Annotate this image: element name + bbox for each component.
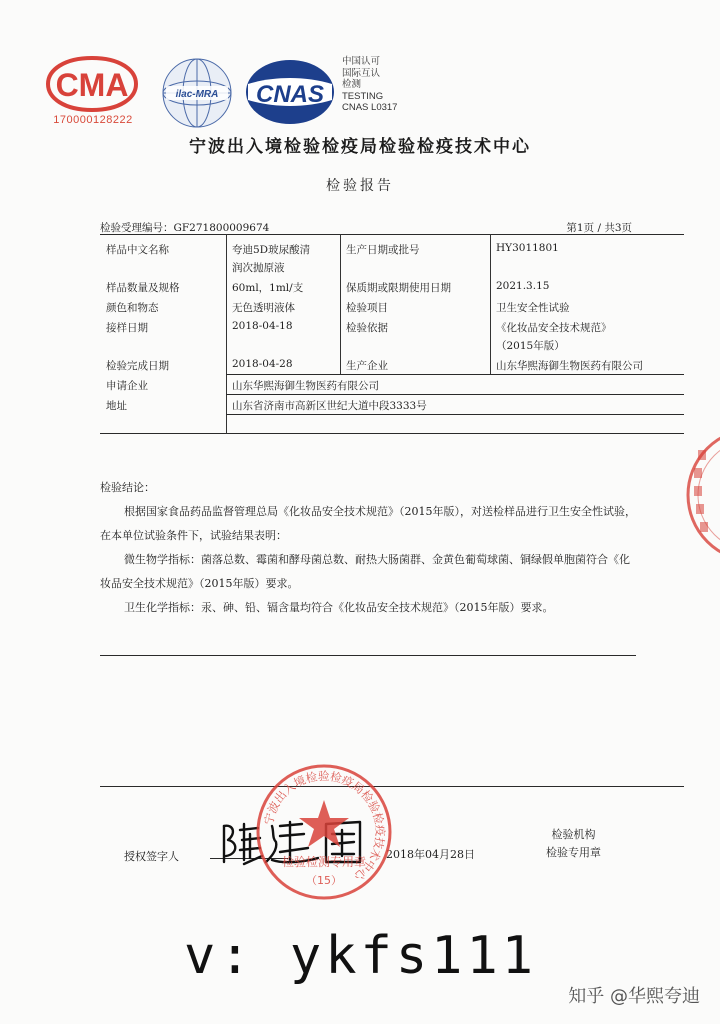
sample-name-value-2: 润次抛原液 — [232, 262, 285, 274]
cnas-line: 国际互认 — [342, 67, 381, 79]
signature-date: 2018年04月28日 — [386, 848, 475, 861]
shelf-life-label: 保质期或限期使用日期 — [346, 282, 451, 294]
production-date-value: HY3011801 — [496, 242, 559, 254]
receive-date-label: 接样日期 — [106, 322, 148, 334]
star-icon — [299, 800, 349, 847]
test-basis-value-2: （2015年版） — [496, 340, 565, 352]
institution-line: 检验机构 — [551, 828, 596, 841]
address-value: 山东省济南市高新区世纪大道中段3333号 — [232, 400, 427, 412]
cnas-line: CNAS L0317 — [342, 102, 398, 113]
edge-stamp — [684, 420, 720, 570]
cma-logo-text: CMA — [55, 67, 129, 103]
production-date-label: 生产日期或批号 — [346, 244, 420, 256]
official-stamp — [254, 762, 394, 902]
quantity-value: 60ml，1ml/支 — [232, 282, 304, 294]
conclusion-rule — [100, 655, 636, 656]
manufacturer-value: 山东华熙海御生物医药有限公司 — [496, 360, 643, 372]
cnas-accreditation-text — [342, 56, 397, 114]
cnas-logo-text: CNAS — [255, 81, 325, 108]
cnas-logo — [244, 58, 336, 126]
completion-date-label: 检验完成日期 — [106, 360, 169, 372]
sample-info-table — [100, 234, 684, 434]
zhihu-watermark: 知乎 @华熙夸迪 — [568, 986, 700, 1007]
report-title: 检验报告 — [326, 178, 394, 194]
acceptance-number: 检验受理编号：GF271800009674 — [100, 222, 270, 234]
table-rule — [226, 374, 684, 375]
applicant-label: 申请企业 — [106, 380, 148, 392]
test-item-value: 卫生安全性试验 — [496, 302, 570, 314]
completion-date-value: 2018-04-28 — [232, 358, 293, 370]
cma-logo — [44, 54, 140, 114]
test-basis-value-1: 《化妆品安全技术规范》 — [496, 322, 612, 334]
conclusion-heading: 检验结论： — [100, 481, 155, 494]
cnas-line: 检测 — [342, 79, 362, 90]
ilac-mra-logo — [160, 56, 234, 130]
receive-date-value: 2018-04-18 — [232, 320, 293, 332]
address-label: 地址 — [106, 400, 127, 412]
stamp-ring-path: 宁波出入境检验检疫局检验检疫技术中心 — [261, 768, 388, 884]
microbiology-paragraph: 微生物学指标：菌落总数、霉菌和酵母菌总数、耐热大肠菌群、金黄色葡萄球菌、铜绿假单胞菌符合《化妆品安全技术规范》（2015年版）要求。 — [100, 553, 630, 590]
test-item-label: 检验项目 — [346, 302, 388, 314]
table-rule — [226, 414, 684, 415]
table-rule — [100, 433, 684, 434]
signatory-label: 授权签字人 — [124, 850, 179, 863]
chemistry-paragraph: 卫生化学指标：汞、砷、铅、镉含量均符合《化妆品安全技术规范》（2015年版）要求。 — [124, 601, 554, 614]
sample-name-value-1: 夸迪5D玻尿酸清 — [232, 244, 311, 256]
color-state-value: 无色透明液体 — [232, 302, 295, 314]
cnas-line: TESTING — [342, 90, 384, 102]
cnas-line: 中国认可 — [342, 56, 381, 67]
stamp-number: （15） — [306, 874, 342, 887]
test-basis-label: 检验依据 — [346, 322, 388, 334]
page-indicator: 第1页 / 共3页 — [566, 222, 632, 234]
color-state-label: 颜色和物态 — [106, 302, 159, 314]
quantity-label: 样品数量及规格 — [106, 282, 180, 294]
conclusion-section — [100, 476, 640, 620]
applicant-value: 山东华熙海御生物医药有限公司 — [232, 380, 379, 392]
institution-label — [546, 826, 601, 862]
stamp-center-text: 检验检测专用章 — [281, 855, 367, 869]
shelf-life-value: 2021.3.15 — [496, 280, 550, 292]
table-rule — [100, 234, 684, 235]
ilac-logo-text: ilac-MRA — [175, 89, 219, 100]
table-rule — [226, 394, 684, 395]
organization-title: 宁波出入境检验检疫局检验检疫技术中心 — [189, 137, 531, 157]
table-divider — [226, 234, 227, 434]
contact-watermark: v: ykfs111 — [184, 926, 538, 986]
cma-code: 170000128222 — [53, 114, 133, 126]
institution-line: 检验专用章 — [546, 846, 601, 859]
conclusion-paragraph: 根据国家食品药品监督管理总局《化妆品安全技术规范》（2015年版），对送检样品进行卫生安全性试验，在本单位试验条件下，试验结果表明： — [100, 505, 636, 542]
table-divider — [490, 234, 491, 374]
sample-name-label: 样品中文名称 — [106, 244, 169, 256]
table-divider — [340, 234, 341, 374]
manufacturer-label: 生产企业 — [346, 360, 388, 372]
